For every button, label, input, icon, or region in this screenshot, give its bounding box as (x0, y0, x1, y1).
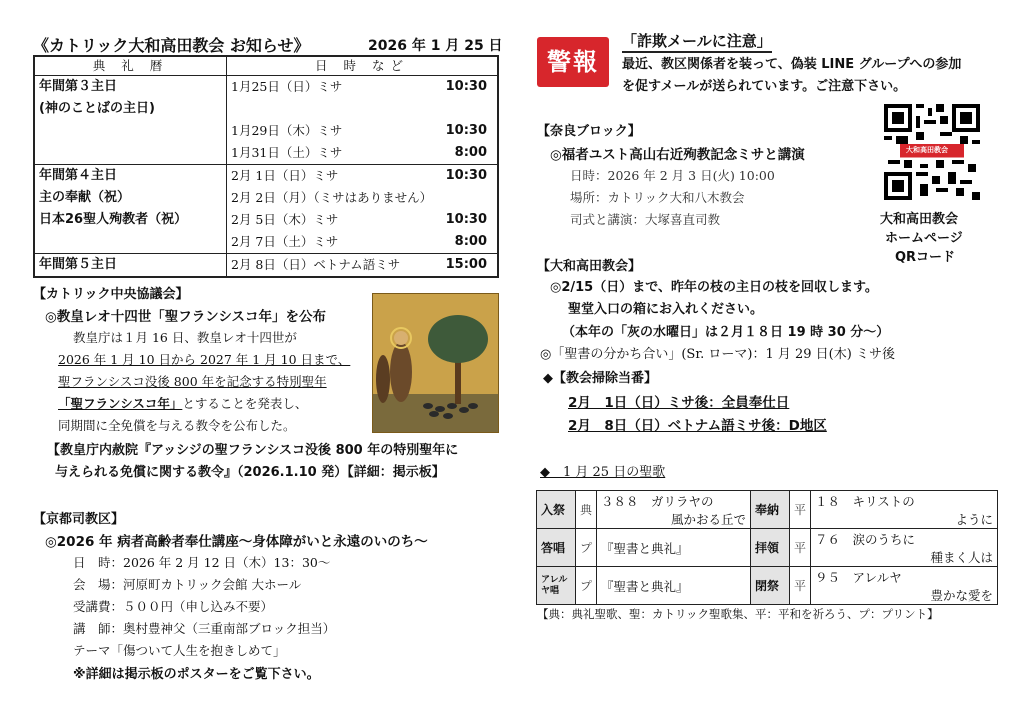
hymn-title: 『聖書と典礼』 (601, 578, 689, 594)
section-heading-central: 【カトリック中央協議会】 (33, 287, 189, 302)
hymn-source: 平 (790, 491, 811, 529)
qr-caption-line: 大和高田教会 (880, 212, 959, 227)
schedule-time: 10:30 (445, 168, 487, 183)
central-paragraph-line: 聖フランシスコ没後 800 年を記念する特別聖年 (58, 374, 327, 389)
schedule-entry: 2月 5日（木）ミサ (231, 212, 339, 227)
hymn-source: 平 (790, 529, 811, 567)
section-heading-nara: 【奈良ブロック】 (537, 124, 641, 139)
hymn-part-label: 拝領 (751, 529, 790, 567)
hymn-title: 『聖書と典礼』 (601, 540, 689, 556)
schedule-entry: 2月 2日（月）（ミサはありません） (231, 190, 433, 205)
section-heading-takada: 【大和高田教会】 (537, 259, 642, 274)
schedule-entry: 2月 8日（日）ベトナム語ミサ (231, 257, 401, 272)
qr-band-text: 大和高田教会 (906, 146, 948, 154)
st-francis-painting (372, 293, 499, 433)
schedule-group (34, 254, 498, 278)
hymn-source: 典 (576, 491, 597, 529)
hymn-title: ３８８ ガリラヤの (601, 493, 714, 509)
decree-note-line: 与えられる免償に関する教令』（2026.1.10 発）【詳細：掲示板】 (55, 465, 445, 480)
alert-text-line: を促すメールが送られています。ご注意下さい。 (622, 79, 907, 94)
takada-notice-line: （本年の「灰の水曜日」は２月１８日 19 時 30 分～） (562, 325, 890, 340)
liturgy-label: 年間第４主日 (39, 168, 118, 183)
central-paragraph-line: 同期間に全免償を与える教令を公布した。 (58, 418, 296, 433)
central-paragraph-line: とすることを発表し、 (182, 396, 308, 411)
schedule-time: 10:30 (445, 123, 487, 138)
schedule-time: 8:00 (454, 145, 487, 160)
central-item-title: ◎教皇レオ十四世「聖フランシスコ年」を公布 (45, 309, 327, 325)
liturgy-label: 日本26聖人殉教者（祝） (39, 212, 188, 227)
liturgy-label: 年間第３主日 (39, 79, 118, 94)
qr-caption-line: QRコード (895, 250, 956, 265)
hymn-title-cont: 種まく人は (930, 549, 993, 565)
cleaning-duty-heading: ◆【教会掃除当番】 (543, 371, 657, 386)
col-header-datetime: 日 時 など (227, 56, 499, 76)
alert-title: 「詐欺メールに注意」 (622, 30, 772, 53)
schedule-time: 8:00 (454, 234, 487, 249)
hymn-row (537, 491, 998, 529)
hymns-heading: ◆ 1 月 25 日の聖歌 (540, 465, 666, 480)
alert-text-line: 最近、教区関係者を装って、偽装 LINE グループへの参加 (622, 57, 962, 72)
homepage-qr-code[interactable] (884, 104, 980, 200)
hymn-table (536, 490, 998, 605)
kyoto-event-title: ◎2026 年 病者高齢者奉仕講座～身体障がいと永遠のいのち～ (45, 534, 428, 550)
hymn-title: ９５ アレルヤ (815, 569, 902, 585)
holy-year-name: 「聖フランシスコ年」 (58, 396, 183, 411)
hymn-title: ７６ 涙のうちに (815, 531, 916, 547)
hymn-part-label: 閉祭 (751, 567, 790, 605)
nara-event-detail: 場所：カトリック大和八木教会 (570, 190, 745, 205)
liturgy-label: 年間第５主日 (39, 257, 118, 272)
nara-event-title: ◎福者ユスト高山右近殉教記念ミサと講演 (550, 147, 805, 163)
liturgical-schedule-table (33, 55, 499, 278)
decree-note-line: 【教皇庁内赦院『アッシジの聖フランシスコ没後 800 年の特別聖年に (47, 443, 459, 458)
hymn-part-label: アレルヤ唱 (537, 567, 576, 605)
hymn-title-cont: 風かおる丘で (671, 511, 747, 527)
schedule-time: 10:30 (445, 79, 487, 94)
takada-notice-line: 聖堂入口の箱にお入れください。 (568, 302, 764, 317)
hymn-title-cont: ように (955, 511, 993, 527)
schedule-group (34, 165, 498, 254)
schedule-entry: 1月31日（土）ミサ (231, 145, 343, 160)
kyoto-event-detail: 日 時：2026 年 2 月 12 日（木）13：30～ (73, 555, 331, 570)
bulletin-date: 2026 年 1 月 25 日 (368, 38, 503, 54)
kyoto-event-note: ※詳細は掲示板のポスターをご覧下さい。 (73, 667, 320, 682)
schedule-entry: 1月25日（日）ミサ (231, 79, 343, 94)
schedule-entry: 2月 1日（日）ミサ (231, 168, 339, 183)
hymn-legend: 【典：典礼聖歌、聖：カトリック聖歌集、平：平和を祈ろう、プ：プリント】 (537, 607, 939, 621)
bible-sharing-label: ◎「聖書の分かち合い」(Sr. ローマ)： (540, 347, 766, 362)
kyoto-event-detail: 講 師：奥村豊神父（三重南部ブロック担当） (73, 621, 336, 636)
schedule-time: 15:00 (445, 257, 487, 272)
col-header-liturgy: 典 礼 暦 (34, 56, 227, 76)
schedule-time: 10:30 (445, 212, 487, 227)
cleaning-duty-entry: 2月 8日（日）ベトナム語ミサ後：D地区 (568, 418, 827, 434)
hymn-part-label: 答唱 (537, 529, 576, 567)
liturgy-label: 主の奉献（祝） (39, 190, 131, 205)
qr-caption-line: ホームページ (885, 231, 963, 246)
hymn-title-cont: 豊かな愛を (930, 587, 993, 603)
alert-badge: 警報 (537, 37, 609, 87)
hymn-row (537, 567, 998, 605)
kyoto-event-detail: 受講費：５００円（申し込み不要） (73, 599, 274, 614)
kyoto-event-detail: テーマ「傷ついて人生を抱きしめて」 (73, 643, 286, 658)
nara-event-detail: 日時：2026 年 2 月 3 日(火) 10:00 (570, 168, 775, 183)
takada-notice-line: ◎2/15（日）まで、昨年の枝の主日の枝を回収します。 (550, 280, 878, 295)
kyoto-event-detail: 会 場：河原町カトリック会館 大ホール (73, 577, 302, 592)
hymn-part-label: 奉納 (751, 491, 790, 529)
hymn-source: プ (576, 529, 597, 567)
schedule-entry: 1月29日（木）ミサ (231, 123, 343, 138)
schedule-group (34, 76, 498, 165)
central-paragraph-line: 2026 年 1 月 10 日から 2027 年 1 月 10 日まで、 (58, 352, 351, 367)
liturgy-label: (神のことばの主日) (39, 101, 155, 116)
hymn-part-label: 入祭 (537, 491, 576, 529)
hymn-row (537, 529, 998, 567)
bible-sharing-time: 1 月 29 日(木) ミサ後 (765, 347, 895, 362)
hymn-title: １８ キリストの (815, 493, 915, 509)
central-paragraph-line: 教皇庁は１月 16 日、教皇レオ十四世が (73, 330, 297, 345)
hymn-source: プ (576, 567, 597, 605)
section-heading-kyoto: 【京都司教区】 (33, 512, 125, 527)
cleaning-duty-entry: 2月 1日（日）ミサ後：全員奉仕日 (568, 395, 790, 411)
nara-event-detail: 司式と講演：大塚喜直司教 (570, 212, 721, 227)
hymn-source: 平 (790, 567, 811, 605)
schedule-entry: 2月 7日（土）ミサ (231, 234, 339, 249)
bulletin-title: 《カトリック大和高田教会 お知らせ》 (33, 36, 310, 55)
